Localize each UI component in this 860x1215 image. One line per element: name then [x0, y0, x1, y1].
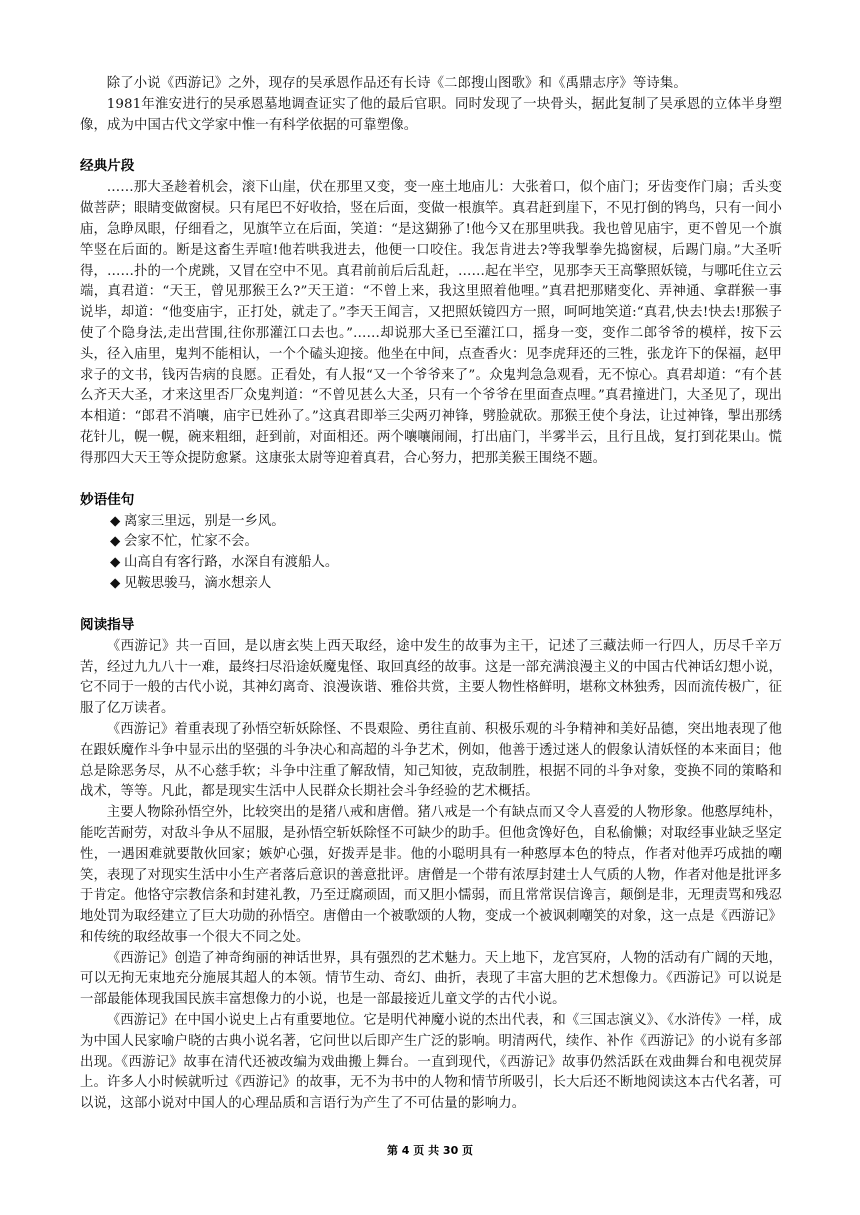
reading-guide-paragraph: 《西游记》创造了神奇绚丽的神话世界，具有强烈的艺术魅力。天上地下，龙宫冥府，人物的活动有广阔的天地，可以无拘无束地充分施展其超人的本领。情节生动、奇幻、曲折，表现了丰富大胆的艺术想像力。《西游记》可以说是一部最能体现我国民族丰富想像力的小说，也是一部最接近儿童文学的古代小说。	[80, 950, 782, 1008]
quotes-list	[80, 512, 782, 595]
quote-item	[110, 574, 782, 595]
classic-excerpt-paragraph: ……那大圣趁着机会，滚下山崖，伏在那里又变，变一座土地庙儿：大张着口，似个庙门；牙齿变作门扇；舌头变做菩萨；眼睛变做窗棂。只有尾巴不好收拾，竖在后面，变做一根旗竿。真君赶到崖下，不见打倒的鸨鸟，只有一间小庙，急睁凤眼，仔细看之，见旗竿立在后面，笑道：“是这猢狲了!他今又在那里哄我。我也曾见庙宇，更不曾见一个旗竿竖在后面的。断是这畜生弄喧!他若哄我进去，他便一口咬住。我怎肯进去?等我掣拳先捣窗棂，后踢门扇。”大圣听得，……扑的一个虎跳，又冒在空中不见。真君前前后后乱赶，……起在半空，见那李天王高擎照妖镜，与哪吒住立云端，真君道：“天王，曾见那猴王么?”天王道：“不曾上来，我这里照着他哩。”真君把那赌变化、弄神通、拿群猴一事说毕，却道：“他变庙宇，正打处，就走了。”李天王闻言，又把照妖镜四方一照，呵呵地笑道:“真君,快去!快去!那猴子使了个隐身法,走出营围,往你那灌江口去也。”……却说那大圣已至灌江口，摇身一变，变作二郎爷爷的模样，按下云头，径入庙里，鬼判不能相认，一个个磕头迎接。他坐在中间，点查香火：见李虎拜还的三牲，张龙许下的保福，赵甲求子的文书，钱丙告病的良愿。正看处，有人报“又一个爷爷来了”。众鬼判急急观看，无不惊心。真君却道：“有个甚么齐天大圣，才来这里否厂众鬼判道：“不曾见甚么大圣，只有一个爷爷在里面查点哩。”真君撞进门，大圣见了，现出本相道：“郎君不消嚷，庙宇已姓孙了。”这真君即举三尖两刃神锋，劈脸就砍。那猴王使个身法，让过神锋，掣出那绣花针儿，幌一幌，碗来粗细，赶到前，对面相还。两个嚷嚷闹闹，打出庙门，半雾半云，且行且战，复打到花果山。慌得那四大天王等众提防愈紧。这康张太尉等迎着真君，合心努力，把那美猴王围绕不题。	[80, 180, 782, 466]
reading-guide-paragraph: 《西游记》共一百回，是以唐玄奘上西天取经，途中发生的故事为主干，记述了三藏法师一行四人，历尽千辛万苦，经过九九八十一难，最终扫尽沿途妖魔鬼怪、取回真经的故事。这是一部充满浪漫主义的中国古代神话幻想小说，它不同于一般的古代小说，其神幻离奇、浪漫诙谐、雅俗共赏，主要人物性格鲜明，堪称文林独秀，因而流传极广，征服了亿万读者。	[80, 638, 782, 717]
quote-text: 离家三里远，别是一乡风。	[124, 513, 285, 529]
quote-item	[110, 512, 782, 533]
diamond-bullet-icon: ◆	[110, 513, 121, 529]
reading-guide-paragraph: 《西游记》在中国小说史上占有重要地位。它是明代神魔小说的杰出代表，和《三国志演义》、《水浒传》一样，成为中国人民家喻户晓的古典小说名著，它问世以后即产生广泛的影响。明清两代，续作、补作《西游记》的小说有多部出现。《西游记》故事在清代还被改编为戏曲搬上舞台。一直到现代，《西游记》故事仍然活跃在戏曲舞台和电视荧屏上。许多人小时候就听过《西游记》的故事，无不为书中的人物和情节所吸引，长大后还不断地阅读这本古代名著，可以说，这部小说对中国人的心理品质和言语行为产生了不可估量的影响力。	[80, 1013, 782, 1112]
intro-paragraph: 除了小说《西游记》之外，现存的吴承恩作品还有长诗《二郎搜山图歌》和《禹鼎志序》等诗集。	[106, 76, 687, 91]
diamond-bullet-icon: ◆	[110, 534, 121, 550]
diamond-bullet-icon: ◆	[110, 555, 121, 571]
intro-section	[80, 74, 782, 136]
classic-excerpt-heading: 经典片段	[80, 158, 135, 175]
reading-guide-paragraph: 主要人物除孙悟空外，比较突出的是猪八戒和唐僧。猪八戒是一个有缺点而又令人喜爱的人物形象。他憨厚纯朴，能吃苦耐劳，对敌斗争从不屈服，是孙悟空斩妖除怪不可缺少的助手。但他贪馋好色，自私偷懒；对取经事业缺乏坚定性，一遇困难就要散伙回家；嫉妒心强，好拨弄是非。他的小聪明具有一种憨厚本色的特点，作者对他弄巧成拙的嘲笑，表现了对现实生活中小生产者落后意识的善意批评。唐僧是一个带有浓厚封建士人气质的人物，作者对他是批评多于肯定。他恪守宗教信条和封建礼教，乃至迂腐顽固，而又胆小懦弱，而且常常误信谗言，颠倒是非，无理责骂和残忍地处罚为取经建立了巨大功勋的孙悟空。唐僧由一个被歌颂的人物，变成一个被讽刺嘲笑的对象，这一点是《西游记》和传统的取经故事一个很大不同之处。	[80, 805, 782, 945]
quote-text: 会家不忙，忙家不会。	[124, 534, 258, 550]
quote-text: 见鞍思骏马，滴水想亲人	[124, 575, 272, 591]
intro-paragraph: 1981年淮安进行的吴承恩墓地调查证实了他的最后官职。同时发现了一块骨头，据此复制了吴承恩的立体半身塑像，成为中国古代文学家中惟一有科学依据的可靠塑像。	[80, 96, 782, 133]
document-page	[80, 74, 782, 1115]
reading-guide-section	[80, 615, 782, 1115]
reading-guide-paragraph: 《西游记》着重表现了孙悟空斩妖除怪、不畏艰险、勇往直前、积极乐观的斗争精神和美好品德，突出地表现了他在跟妖魔作斗争中显示出的坚强的斗争决心和高超的斗争艺术，例如，他善于透过迷人的假象认清妖怪的本来面目；他总是除恶务尽，从不心慈手软；斗争中注重了解敌情，知己知彼，克敌制胜，根据不同的斗争对象，变换不同的策略和战术，等等。凡此，都是现实生活中人民群众长期社会斗争经验的艺术概括。	[80, 721, 782, 800]
quote-item	[110, 553, 782, 574]
quote-text: 山高自有客行路，水深自有渡船人。	[124, 555, 339, 571]
reading-guide-heading: 阅读指导	[80, 616, 135, 633]
diamond-bullet-icon: ◆	[110, 575, 121, 591]
classic-excerpt-section	[80, 156, 782, 469]
quote-item	[110, 532, 782, 553]
quotes-section	[80, 490, 782, 595]
quotes-heading: 妙语佳句	[80, 491, 135, 508]
page-number-footer: 第 4 页 共 30 页	[386, 1144, 474, 1157]
